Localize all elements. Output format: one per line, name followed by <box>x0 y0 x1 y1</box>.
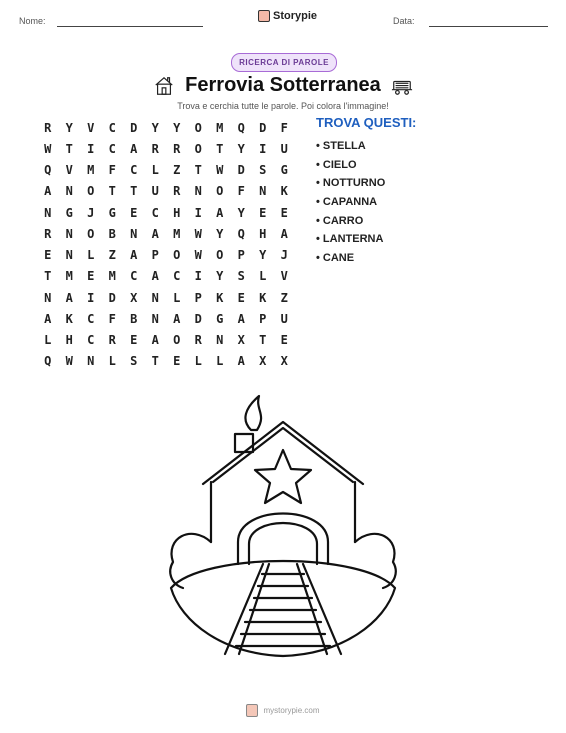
grid-row <box>37 138 295 159</box>
grid-letter: Y <box>237 141 245 156</box>
grid-letter: M <box>108 269 116 284</box>
word-list-item: • CIELO <box>316 156 385 175</box>
grid-letter: I <box>194 269 202 284</box>
grid-letter: C <box>151 205 159 220</box>
grid-letter: L <box>44 333 52 348</box>
grid-letter: B <box>130 311 138 326</box>
grid-letter: D <box>237 163 245 178</box>
grid-letter: L <box>194 354 202 369</box>
grid-letter: I <box>259 141 267 156</box>
grid-letter: C <box>108 120 116 135</box>
grid-letter: T <box>65 141 73 156</box>
grid-letter: A <box>130 248 138 263</box>
grid-letter: E <box>280 205 288 220</box>
grid-letter: U <box>151 184 159 199</box>
grid-letter: L <box>108 354 116 369</box>
grid-letter: E <box>130 333 138 348</box>
grid-letter: O <box>173 333 181 348</box>
wagon-icon <box>391 75 413 97</box>
grid-letter: T <box>216 141 224 156</box>
grid-letter: N <box>65 184 73 199</box>
grid-letter: V <box>65 163 73 178</box>
grid-letter: A <box>130 141 138 156</box>
grid-letter: N <box>65 248 73 263</box>
grid-letter: K <box>216 290 224 305</box>
grid-letter: D <box>194 311 202 326</box>
category-badge: RICERCA DI PAROLE <box>231 53 337 72</box>
grid-letter: G <box>108 205 116 220</box>
grid-letter: M <box>65 269 73 284</box>
grid-letter: L <box>216 354 224 369</box>
grid-row <box>37 160 295 181</box>
grid-letter: N <box>44 290 52 305</box>
grid-letter: E <box>44 248 52 263</box>
grid-letter: I <box>87 290 95 305</box>
grid-letter: P <box>237 248 245 263</box>
grid-letter: L <box>173 290 181 305</box>
word-list <box>316 137 385 268</box>
grid-letter: A <box>65 290 73 305</box>
grid-letter: C <box>130 163 138 178</box>
grid-letter: R <box>44 226 52 241</box>
word-list-item: • LANTERNA <box>316 230 385 249</box>
grid-letter: A <box>151 269 159 284</box>
grid-letter: Z <box>108 248 116 263</box>
footer-site: mystorypie.com <box>263 706 320 715</box>
grid-letter: Z <box>173 163 181 178</box>
grid-row <box>37 245 295 266</box>
grid-letter: P <box>259 311 267 326</box>
grid-letter: D <box>108 290 116 305</box>
grid-letter: T <box>194 163 202 178</box>
grid-letter: N <box>151 290 159 305</box>
grid-letter: V <box>280 269 288 284</box>
grid-letter: C <box>108 141 116 156</box>
grid-letter: N <box>44 205 52 220</box>
grid-letter: R <box>173 184 181 199</box>
grid-letter: M <box>173 226 181 241</box>
grid-letter: U <box>280 311 288 326</box>
grid-letter: I <box>87 141 95 156</box>
station-illustration <box>163 392 403 662</box>
grid-letter: G <box>280 163 288 178</box>
grid-letter: C <box>87 333 95 348</box>
grid-letter: S <box>259 163 267 178</box>
grid-letter: Q <box>237 226 245 241</box>
word-list-item: • NOTTURNO <box>316 174 385 193</box>
grid-letter: S <box>130 354 138 369</box>
name-field-line <box>57 26 203 27</box>
grid-letter: X <box>259 354 267 369</box>
grid-letter: A <box>151 333 159 348</box>
date-label: Data: <box>393 16 415 26</box>
grid-letter: M <box>87 163 95 178</box>
word-list-item: • CAPANNA <box>316 193 385 212</box>
grid-letter: A <box>237 354 245 369</box>
grid-letter: Y <box>216 269 224 284</box>
grid-letter: E <box>87 269 95 284</box>
grid-letter: I <box>194 205 202 220</box>
grid-letter: Z <box>280 290 288 305</box>
grid-letter: O <box>194 120 202 135</box>
grid-letter: U <box>280 141 288 156</box>
grid-letter: K <box>65 311 73 326</box>
grid-letter: F <box>280 120 288 135</box>
grid-letter: R <box>151 141 159 156</box>
grid-letter: C <box>173 269 181 284</box>
grid-letter: F <box>108 163 116 178</box>
grid-letter: J <box>280 248 288 263</box>
brand <box>258 10 317 22</box>
grid-letter: N <box>65 226 73 241</box>
grid-letter: R <box>44 120 52 135</box>
grid-letter: T <box>44 269 52 284</box>
grid-letter: Y <box>259 248 267 263</box>
grid-letter: W <box>65 354 73 369</box>
grid-letter: K <box>259 290 267 305</box>
page-title: Ferrovia Sotterranea <box>185 74 381 96</box>
grid-row <box>37 202 295 223</box>
grid-letter: L <box>259 269 267 284</box>
grid-letter: E <box>280 333 288 348</box>
word-list-item: • CANE <box>316 249 385 268</box>
grid-letter: W <box>44 141 52 156</box>
grid-letter: Q <box>237 120 245 135</box>
grid-letter: N <box>151 311 159 326</box>
grid-letter: A <box>237 311 245 326</box>
house-icon <box>153 75 175 97</box>
grid-letter: W <box>194 248 202 263</box>
grid-row <box>37 181 295 202</box>
grid-letter: D <box>259 120 267 135</box>
grid-letter: Y <box>237 205 245 220</box>
storypie-logo-icon <box>246 704 258 717</box>
word-list-title: TROVA QUESTI: <box>316 115 417 130</box>
grid-letter: T <box>259 333 267 348</box>
brand-name: Storypie <box>273 10 318 22</box>
grid-letter: A <box>280 226 288 241</box>
grid-letter: Y <box>216 226 224 241</box>
grid-letter: O <box>216 248 224 263</box>
grid-letter: X <box>130 290 138 305</box>
title-row <box>0 74 566 97</box>
instructions: Trova e cerchia tutte le parole. Poi colora l'immagine! <box>177 101 389 111</box>
grid-letter: R <box>108 333 116 348</box>
grid-letter: O <box>87 226 95 241</box>
grid-letter: H <box>173 205 181 220</box>
grid-letter: M <box>216 120 224 135</box>
grid-letter: A <box>151 226 159 241</box>
grid-letter: Q <box>44 163 52 178</box>
grid-row <box>37 266 295 287</box>
date-field-line <box>429 26 548 27</box>
grid-letter: N <box>194 184 202 199</box>
word-list-item: • STELLA <box>316 137 385 156</box>
grid-letter: H <box>259 226 267 241</box>
grid-letter: K <box>280 184 288 199</box>
grid-letter: T <box>151 354 159 369</box>
grid-letter: C <box>130 269 138 284</box>
grid-letter: O <box>87 184 95 199</box>
grid-letter: Y <box>173 120 181 135</box>
grid-letter: Y <box>65 120 73 135</box>
grid-letter: P <box>194 290 202 305</box>
grid-letter: J <box>87 205 95 220</box>
grid-letter: N <box>87 354 95 369</box>
grid-letter: L <box>151 163 159 178</box>
grid-letter: F <box>108 311 116 326</box>
grid-letter: E <box>130 205 138 220</box>
grid-letter: A <box>44 311 52 326</box>
grid-letter: R <box>194 333 202 348</box>
grid-letter: N <box>259 184 267 199</box>
grid-letter: A <box>173 311 181 326</box>
grid-letter: E <box>173 354 181 369</box>
grid-letter: A <box>44 184 52 199</box>
grid-letter: E <box>237 290 245 305</box>
footer <box>0 704 566 717</box>
grid-letter: V <box>87 120 95 135</box>
grid-letter: T <box>130 184 138 199</box>
grid-letter: N <box>130 226 138 241</box>
word-search-grid <box>37 117 295 372</box>
grid-letter: T <box>108 184 116 199</box>
grid-letter: X <box>280 354 288 369</box>
grid-letter: X <box>237 333 245 348</box>
grid-row <box>37 223 295 244</box>
grid-row <box>37 117 295 138</box>
grid-letter: O <box>216 184 224 199</box>
grid-letter: W <box>216 163 224 178</box>
grid-row <box>37 287 295 308</box>
grid-letter: G <box>216 311 224 326</box>
grid-letter: A <box>216 205 224 220</box>
grid-letter: E <box>259 205 267 220</box>
grid-letter: S <box>237 269 245 284</box>
grid-row <box>37 308 295 329</box>
grid-letter: W <box>194 226 202 241</box>
grid-letter: F <box>237 184 245 199</box>
grid-row <box>37 351 295 372</box>
grid-letter: N <box>216 333 224 348</box>
grid-letter: O <box>194 141 202 156</box>
grid-letter: H <box>65 333 73 348</box>
grid-letter: Y <box>151 120 159 135</box>
grid-letter: Q <box>44 354 52 369</box>
grid-letter: O <box>173 248 181 263</box>
storypie-logo-icon <box>258 10 270 22</box>
grid-letter: D <box>130 120 138 135</box>
grid-letter: B <box>108 226 116 241</box>
grid-letter: G <box>65 205 73 220</box>
grid-letter: P <box>151 248 159 263</box>
grid-letter: C <box>87 311 95 326</box>
grid-letter: R <box>173 141 181 156</box>
grid-row <box>37 330 295 351</box>
grid-letter: L <box>87 248 95 263</box>
name-label: Nome: <box>19 16 46 26</box>
word-list-item: • CARRO <box>316 212 385 231</box>
